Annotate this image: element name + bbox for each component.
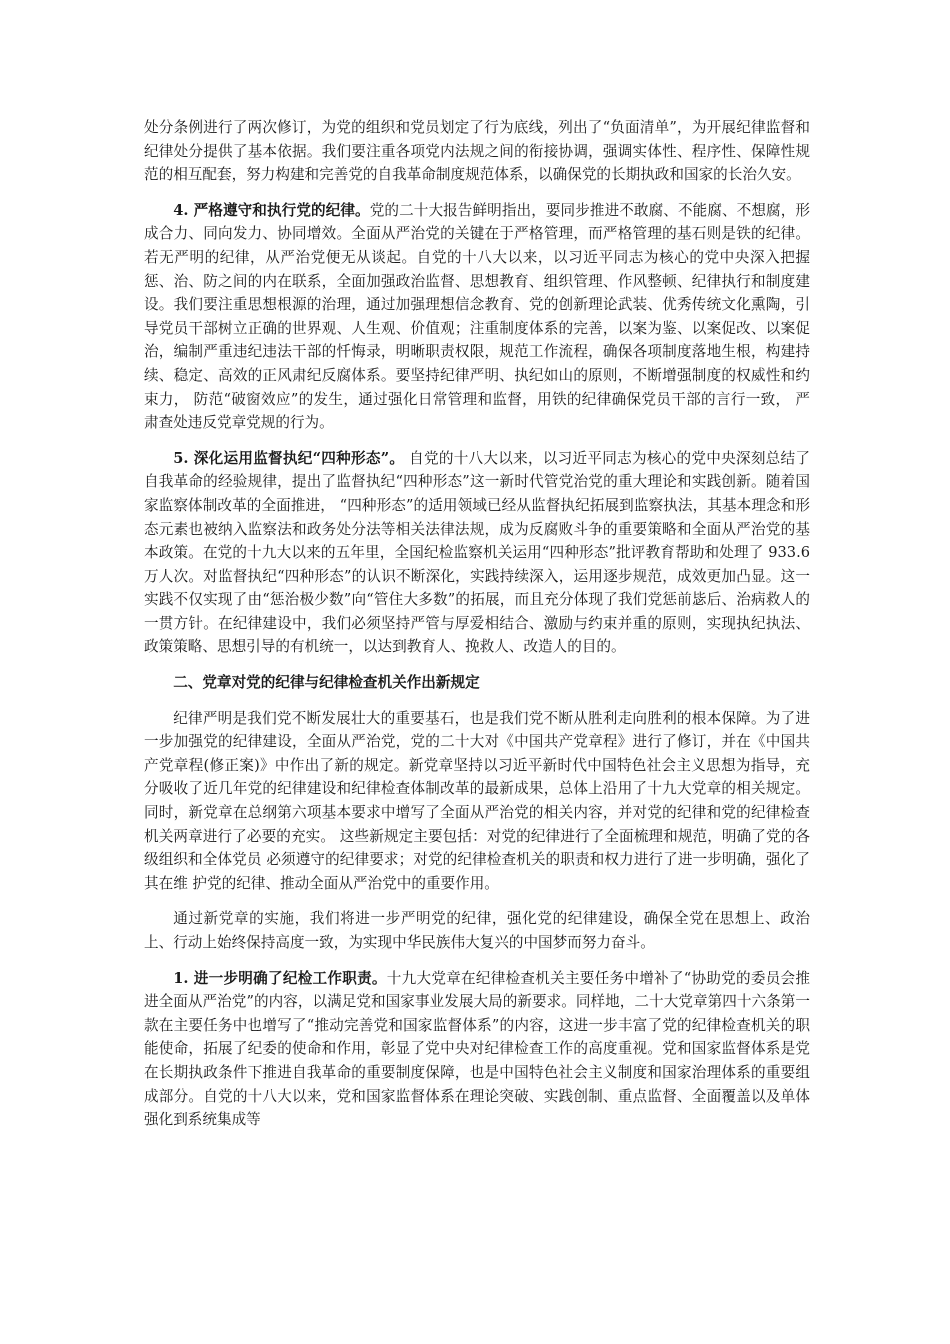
paragraph-implementation (144, 907, 810, 954)
paragraph-four-forms (144, 447, 810, 659)
paragraph-text: 自党的十八大以来，以习近平同志为核心的党中央深刻总结了自我革命的经验规律，提出了监督执纪“四种形态”这一新时代管党治党的重大理论和实践创新。随着国家监察体制改革的全面推进， “四种形态”的适用领域已经从监督执纪拓展到监察执法，其基本理念和形态元素也被纳入监察法和政务处分法等相关法律法规，成为反腐败斗争的重要策略和全面从严治党的基本政策。在党的十九大以来的五年里，全国纪检监察机关运用“四种形态”批评教育帮助和处理了 933.6 万人次。对监督执纪“四种形态”的认识不断深化，实践持续深入，运用逐步规范，成效更加凸显。这一实践不仅实现了由“惩治极少数”向“管住大多数”的拓展，而且充分体现了我们党惩前毖后、治病救人的一贯方针。在纪律建设中，我们必须坚持严管与厚爱相结合、激励与约束并重的原则，实现执纪执法、政策策略、思想引导的有机统一，以达到教育人、挽救人、改造人的目的。 (144, 449, 810, 656)
paragraph-text: 通过新党章的实施，我们将进一步严明党的纪律，强化党的纪律建设，确保全党在思想上、政治上、行动上始终保持高度一致，为实现中华民族伟大复兴的中国梦而努力奋斗。 (144, 910, 810, 951)
section-heading (144, 671, 810, 695)
paragraph-lead-heading: 5. 深化运用监督执纪“四种形态”。 (173, 449, 405, 467)
document-page (144, 116, 810, 1132)
paragraph-text: 处分条例进行了两次修订，为党的组织和党员划定了行为底线，列出了“负面清单”，为开展纪律监督和纪律处分提供了基本依据。我们要注重各项党内法规之间的衔接协调，强调实体性、程序性、保障性规范的相互配套，努力构建和完善党的自我革命制度规范体系，以确保党的长期执政和国家的长治久安。 (144, 119, 810, 184)
section-heading-text: 二、党章对党的纪律与纪律检查机关作出新规定 (173, 674, 480, 692)
paragraph-party-constitution (144, 707, 810, 896)
paragraph-text: 十九大党章在纪律检查机关主要任务中增补了“协助党的委员会推进全面从严治党”的内容，以满足党和国家事业发展大局的新要求。同样地，二十大党章第四十六条第一款在主要任务中也增写了“推动完善党和国家监督体系”的内容，这进一步丰富了党的纪律检查机关的职能使命，拓展了纪委的使命和作用，彰显了党中央对纪律检查工作的高度重视。党和国家监督体系是党在长期执政条件下推进自我革命的重要制度保障，也是中国特色社会主义制度和国家治理体系的重要组成部分。自党的十八大以来，党和国家监督体系在理论突破、实践创制、重点监督、全面覆盖以及单体强化到系统集成等 (144, 969, 810, 1129)
paragraph-lead-heading: 4. 严格遵守和执行党的纪律。 (173, 201, 370, 219)
paragraph-strict-discipline (144, 199, 810, 435)
paragraph-inspection-duties (144, 967, 810, 1132)
paragraph-lead-heading: 1. 进一步明确了纪检工作职责。 (173, 969, 387, 987)
paragraph-text: 纪律严明是我们党不断发展壮大的重要基石，也是我们党不断从胜利走向胜利的根本保障。为了进一步加强党的纪律建设，全面从严治党，党的二十大对《中国共产党章程》进行了修订，并在《中国共产党章程(修正案)》中作出了新的规定。新党章坚持以习近平新时代中国特色社会主义思想为指导，充分吸收了近几年党的纪律建设和纪律检查体制改革的最新成果，总体上沿用了十九大党章的相关规定。同时，新党章在总纲第六项基本要求中增写了全面从严治党的相关内容，并对党的纪律和党的纪律检查机关两章进行了必要的充实。 这些新规定主要包括：对党的纪律进行了全面梳理和规范，明确了党的各级组织和全体党员 必须遵守的纪律要求；对党的纪律检查机关的职责和权力进行了进一步明确，强化了其在维 护党的纪律、推动全面从严治党中的重要作用。 (144, 709, 810, 892)
paragraph-continuation (144, 116, 810, 187)
paragraph-text: 党的二十大报告鲜明指出，要同步推进不敢腐、不能腐、不想腐，形成合力、同向发力、协同增效。全面从严治党的关键在于严格管理，而严格管理的基石则是铁的纪律。若无严明的纪律，从严治党便无从谈起。自党的十八大以来，以习近平同志为核心的党中央深入把握惩、治、防之间的内在联系，全面加强政治监督、思想教育、组织管理、作风整顿、纪律执行和制度建设。我们要注重思想根源的治理，通过加强理想信念教育、党的创新理论武装、优秀传统文化熏陶，引导党员干部树立正确的世界观、人生观、价值观；注重制度体系的完善，以案为鉴、以案促改、以案促治，编制严重违纪违法干部的忏悔录，明晰职责权限，规范工作流程，确保各项制度落地生根，构建持续、稳定、高效的正风肃纪反腐体系。要坚持纪律严明、执纪如山的原则，不断增强制度的权威性和约束力， 防范“破窗效应”的发生，通过强化日常管理和监督，用铁的纪律确保党员干部的言行一致， 严肃查处违反党章党规的行为。 (144, 201, 810, 432)
